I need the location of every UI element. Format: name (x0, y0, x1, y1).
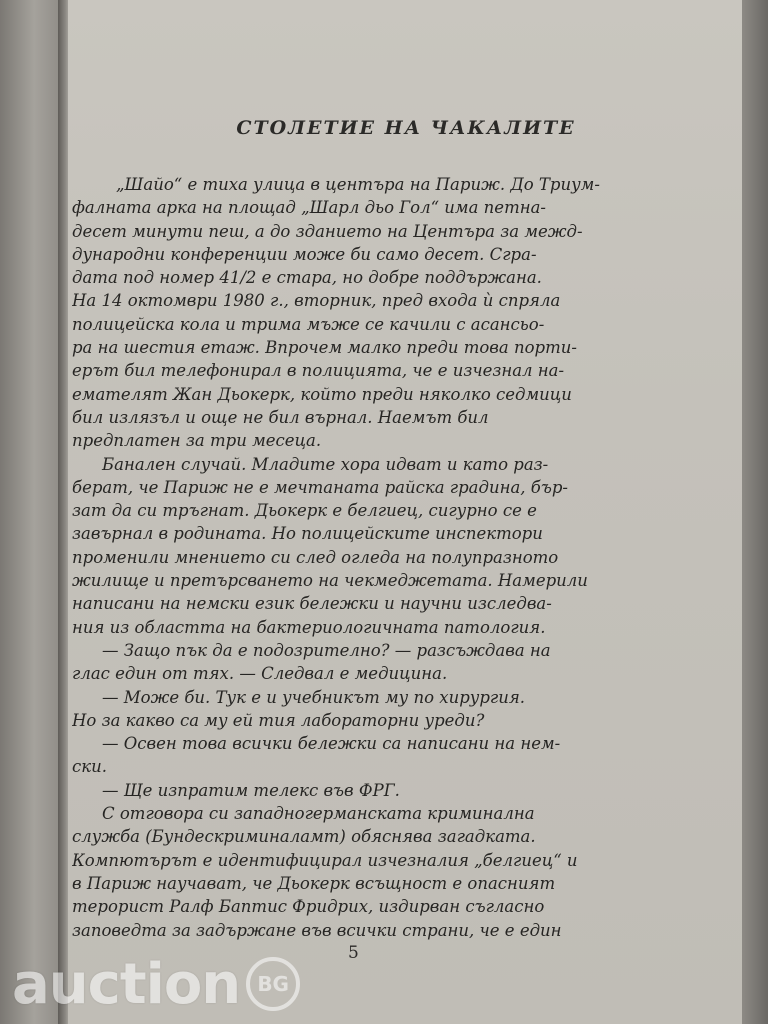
text-line: — Защо пък да е подозрително? — разсъждава на (102, 640, 551, 660)
watermark-badge: BG (246, 957, 300, 1011)
text-line: дународни конференции може би само десет. Сгра- (72, 244, 537, 264)
text-line: Банален случай. Младите хора идват и като раз- (102, 454, 549, 474)
left-page-edge (0, 0, 62, 1024)
text-line: заповедта за задържане във всички страни, че е един (72, 920, 562, 940)
text-line: — Може би. Тук е и учебникът му по хирургия. (102, 687, 526, 707)
text-line: — Ще изпратим телекс във ФРГ. (102, 780, 400, 800)
text-line: „Шайо“ е тиха улица в центъра на Париж. До Триум- (116, 175, 600, 194)
text-line: жилище и претърсването на чекмеджетата. Намерили (72, 571, 588, 591)
text-line: в Париж научават, че Дьокерк всъщност е опасният (72, 873, 556, 893)
text-line: зат да си тръгнат. Дьокерк е белгиец, сигурно се е (72, 501, 537, 521)
body-text (72, 173, 720, 942)
page-number: 5 (348, 943, 359, 963)
text-line: — Освен това всички бележки са написани на нем- (102, 734, 561, 754)
text-line: терорист Ралф Баптис Фридрих, издирван съгласно (72, 897, 545, 917)
text-line: ерът бил телефонирал в полицията, че е изчезнал на- (72, 361, 565, 381)
text-line: глас един от тях. — Следвал е медицина. (72, 664, 448, 684)
text-line: променили мнението си след огледа на полупразното (72, 547, 559, 567)
text-line: Но за какво са му ей тия лабораторни уреди? (72, 710, 485, 730)
book-page (68, 0, 744, 1024)
text-line: бил излязъл и още не бил върнал. Наемът бил (72, 407, 489, 427)
chapter-title: СТОЛЕТИЕ НА ЧАКАЛИТЕ (236, 117, 576, 139)
text-line: С отговора си западногерманската криминална (102, 804, 535, 824)
text-line: служба (Бундескриминаламт) обяснява загадката. (72, 827, 536, 847)
text-line: На 14 октомври 1980 г., вторник, пред входа ѝ спряла (72, 291, 561, 311)
text-line: дата под номер 41/2 е стара, но добре поддържана. (72, 268, 542, 288)
text-line: фалната арка на площад „Шарл дьо Гол“ има петна- (72, 198, 546, 218)
text-line: написани на немски език бележки и научни изследва- (72, 594, 552, 614)
text-line: десет минути пеш, а до зданието на Центъра за межд- (72, 221, 583, 241)
text-line: ния из областта на бактериологичната патология. (72, 617, 546, 637)
text-line: ра на шестия етаж. Впрочем малко преди това порти- (72, 338, 577, 358)
text-line: ски. (72, 757, 107, 777)
watermark-text: auction (12, 951, 241, 1017)
text-line: берат, че Париж не е мечтаната райска градина, бър- (72, 477, 568, 497)
text-line: завърнал в родината. Но полицейските инспектори (72, 524, 543, 544)
right-page-edge (742, 0, 768, 1024)
text-line: предплатен за три месеца. (72, 431, 322, 451)
text-line: емателят Жан Дьокерк, който преди няколко седмици (72, 384, 572, 404)
text-line: Компютърът е идентифицирал изчезналия „белгиец“ и (72, 850, 578, 870)
text-line: полицейска кола и трима мъже се качили с асансьо- (72, 314, 545, 334)
